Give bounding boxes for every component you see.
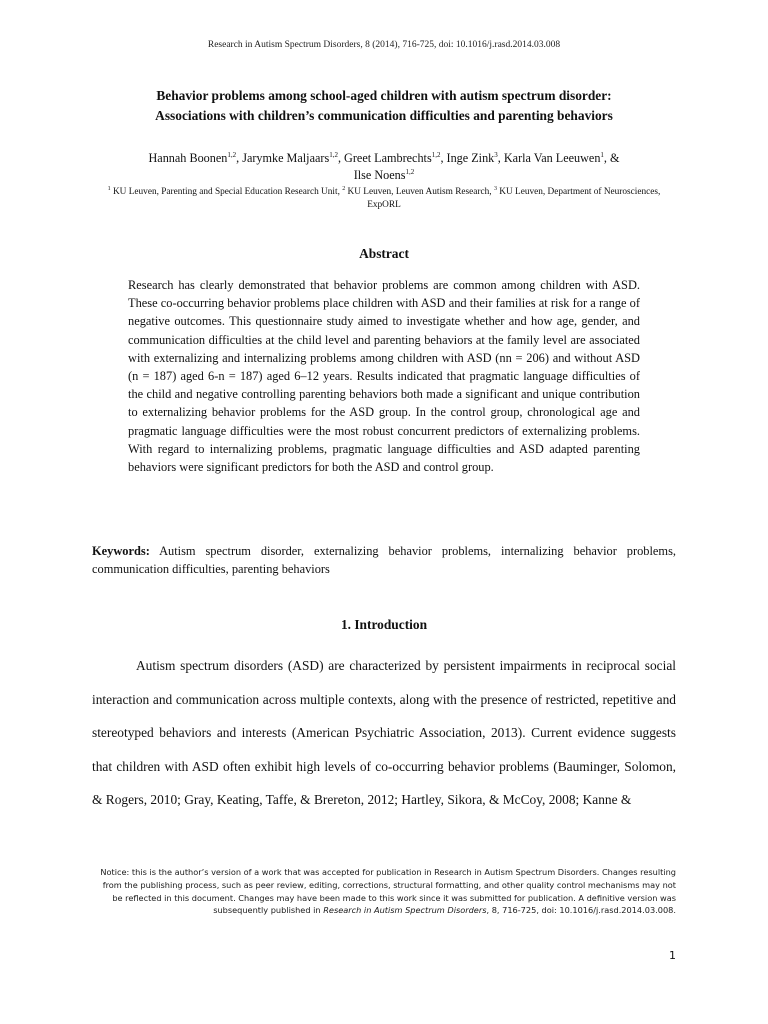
introduction-text: Autism spectrum disorders (ASD) are characterized by persistent impairments in reciprocal social interaction and communication across multiple contexts, along with the presence of restricted, repetitive and stereotyped behaviors and interests (American Psychiatric Association, 2013). Current evidence suggests that children with ASD often exhibit high levels of co-occurring behavior problems (Bauminger, Solomon, & Rogers, 2010; Gray, Keating, Taffe, & Brereton, 2012; Hartley, Sikora, & McCoy, 2008; Kanne & xyxy=(92,658,676,808)
affiliation-text: KU Leuven, Department of Neurosciences, ExpORL xyxy=(367,187,661,210)
affiliation-number: 1 xyxy=(107,185,111,192)
affiliation-number: 2 xyxy=(342,185,346,192)
affiliations xyxy=(100,186,668,212)
author-separator: , xyxy=(440,151,447,165)
running-header: Research in Autism Spectrum Disorders, 8 (2014), 716-725, doi: 10.1016/j.rasd.2014.03.008 xyxy=(207,40,561,50)
affiliation-number: 3 xyxy=(493,185,497,192)
notice-text: Notice: this is the author’s version of a work that was accepted for publication in Research in Autism Spectrum Disorders. Changes resulting from the publishing process, such as peer review, editing, corrections, structural formatting, and other quality control mechanisms may not be reflected in this document. Changes may have been made to this work since it was submitted for publication. A definitive version was subsequently published in xyxy=(100,867,676,916)
author-affiliation-mark: 1 xyxy=(600,150,604,159)
author-separator: , & xyxy=(603,151,620,165)
author-name: Karla Van Leeuwen xyxy=(503,151,601,165)
author-affiliation-mark: 1,2 xyxy=(227,150,237,159)
author-separator: , xyxy=(497,151,504,165)
author-name: Inge Zink xyxy=(446,151,495,165)
author-name: Ilse Noens xyxy=(353,168,406,182)
page-number: 1 xyxy=(669,949,676,962)
keywords-label: Keywords: xyxy=(92,544,150,558)
abstract-text: Research has clearly demonstrated that behavior problems are common among children with ASD. These co-occurring behavior problems place children with ASD and their families at risk for a range of negative outcomes. This questionnaire study aimed to investigate whether and how age, gender, and communication difficulties at the child level and parenting behaviors at the family level are associated with externalizing and internalizing problems among children with ASD (nn = 206) and without ASD (n = 187) aged 6-n = 187) aged 6–12 years. Results indicated that pragmatic language difficulties of the child and negative controlling parenting behaviors both made a significant and unique contribution to externalizing behavior problems for the ASD group. In the control group, chronological age and pragmatic language difficulties were the most robust concurrent predictors of externalizing problems. With regard to internalizing problems, pragmatic language difficulties and ASD adapted parenting behaviors were significant predictors for both the ASD and control group. xyxy=(128,278,640,475)
author-affiliation-mark: 1,2 xyxy=(329,150,338,159)
affiliation-text: KU Leuven, Parenting and Special Education Research Unit, xyxy=(110,187,343,197)
author-separator: , xyxy=(236,151,243,165)
author-name: Hannah Boonen xyxy=(148,151,228,165)
author-separator: , xyxy=(337,151,345,165)
keywords xyxy=(92,543,676,578)
author-name: Greet Lambrechts xyxy=(344,151,432,165)
affiliation-text: KU Leuven, Leuven Autism Research, xyxy=(345,187,494,197)
notice-citation: , 8, 716-725, doi: 10.1016/j.rasd.2014.03.008. xyxy=(486,905,676,916)
author-affiliation-mark: 1,2 xyxy=(405,167,415,176)
title-line-2: Associations with children’s communication difficulties and parenting behaviors xyxy=(155,108,613,123)
author-list xyxy=(80,150,688,184)
paper-title xyxy=(60,86,708,126)
keywords-text: Autism spectrum disorder, externalizing behavior problems, internalizing behavior problems, communication difficulties, parenting behaviors xyxy=(92,544,676,576)
abstract-heading: Abstract xyxy=(359,246,409,261)
publication-notice xyxy=(92,866,676,917)
title-line-1: Behavior problems among school-aged children with autism spectrum disorder: xyxy=(156,88,612,103)
author-name: Jarymke Maljaars xyxy=(242,151,330,165)
author-affiliation-mark: 1,2 xyxy=(431,150,441,159)
notice-journal-name: Research in Autism Spectrum Disorders xyxy=(323,905,487,916)
section-heading-introduction: 1. Introduction xyxy=(340,617,428,632)
author-affiliation-mark: 3 xyxy=(494,150,498,159)
